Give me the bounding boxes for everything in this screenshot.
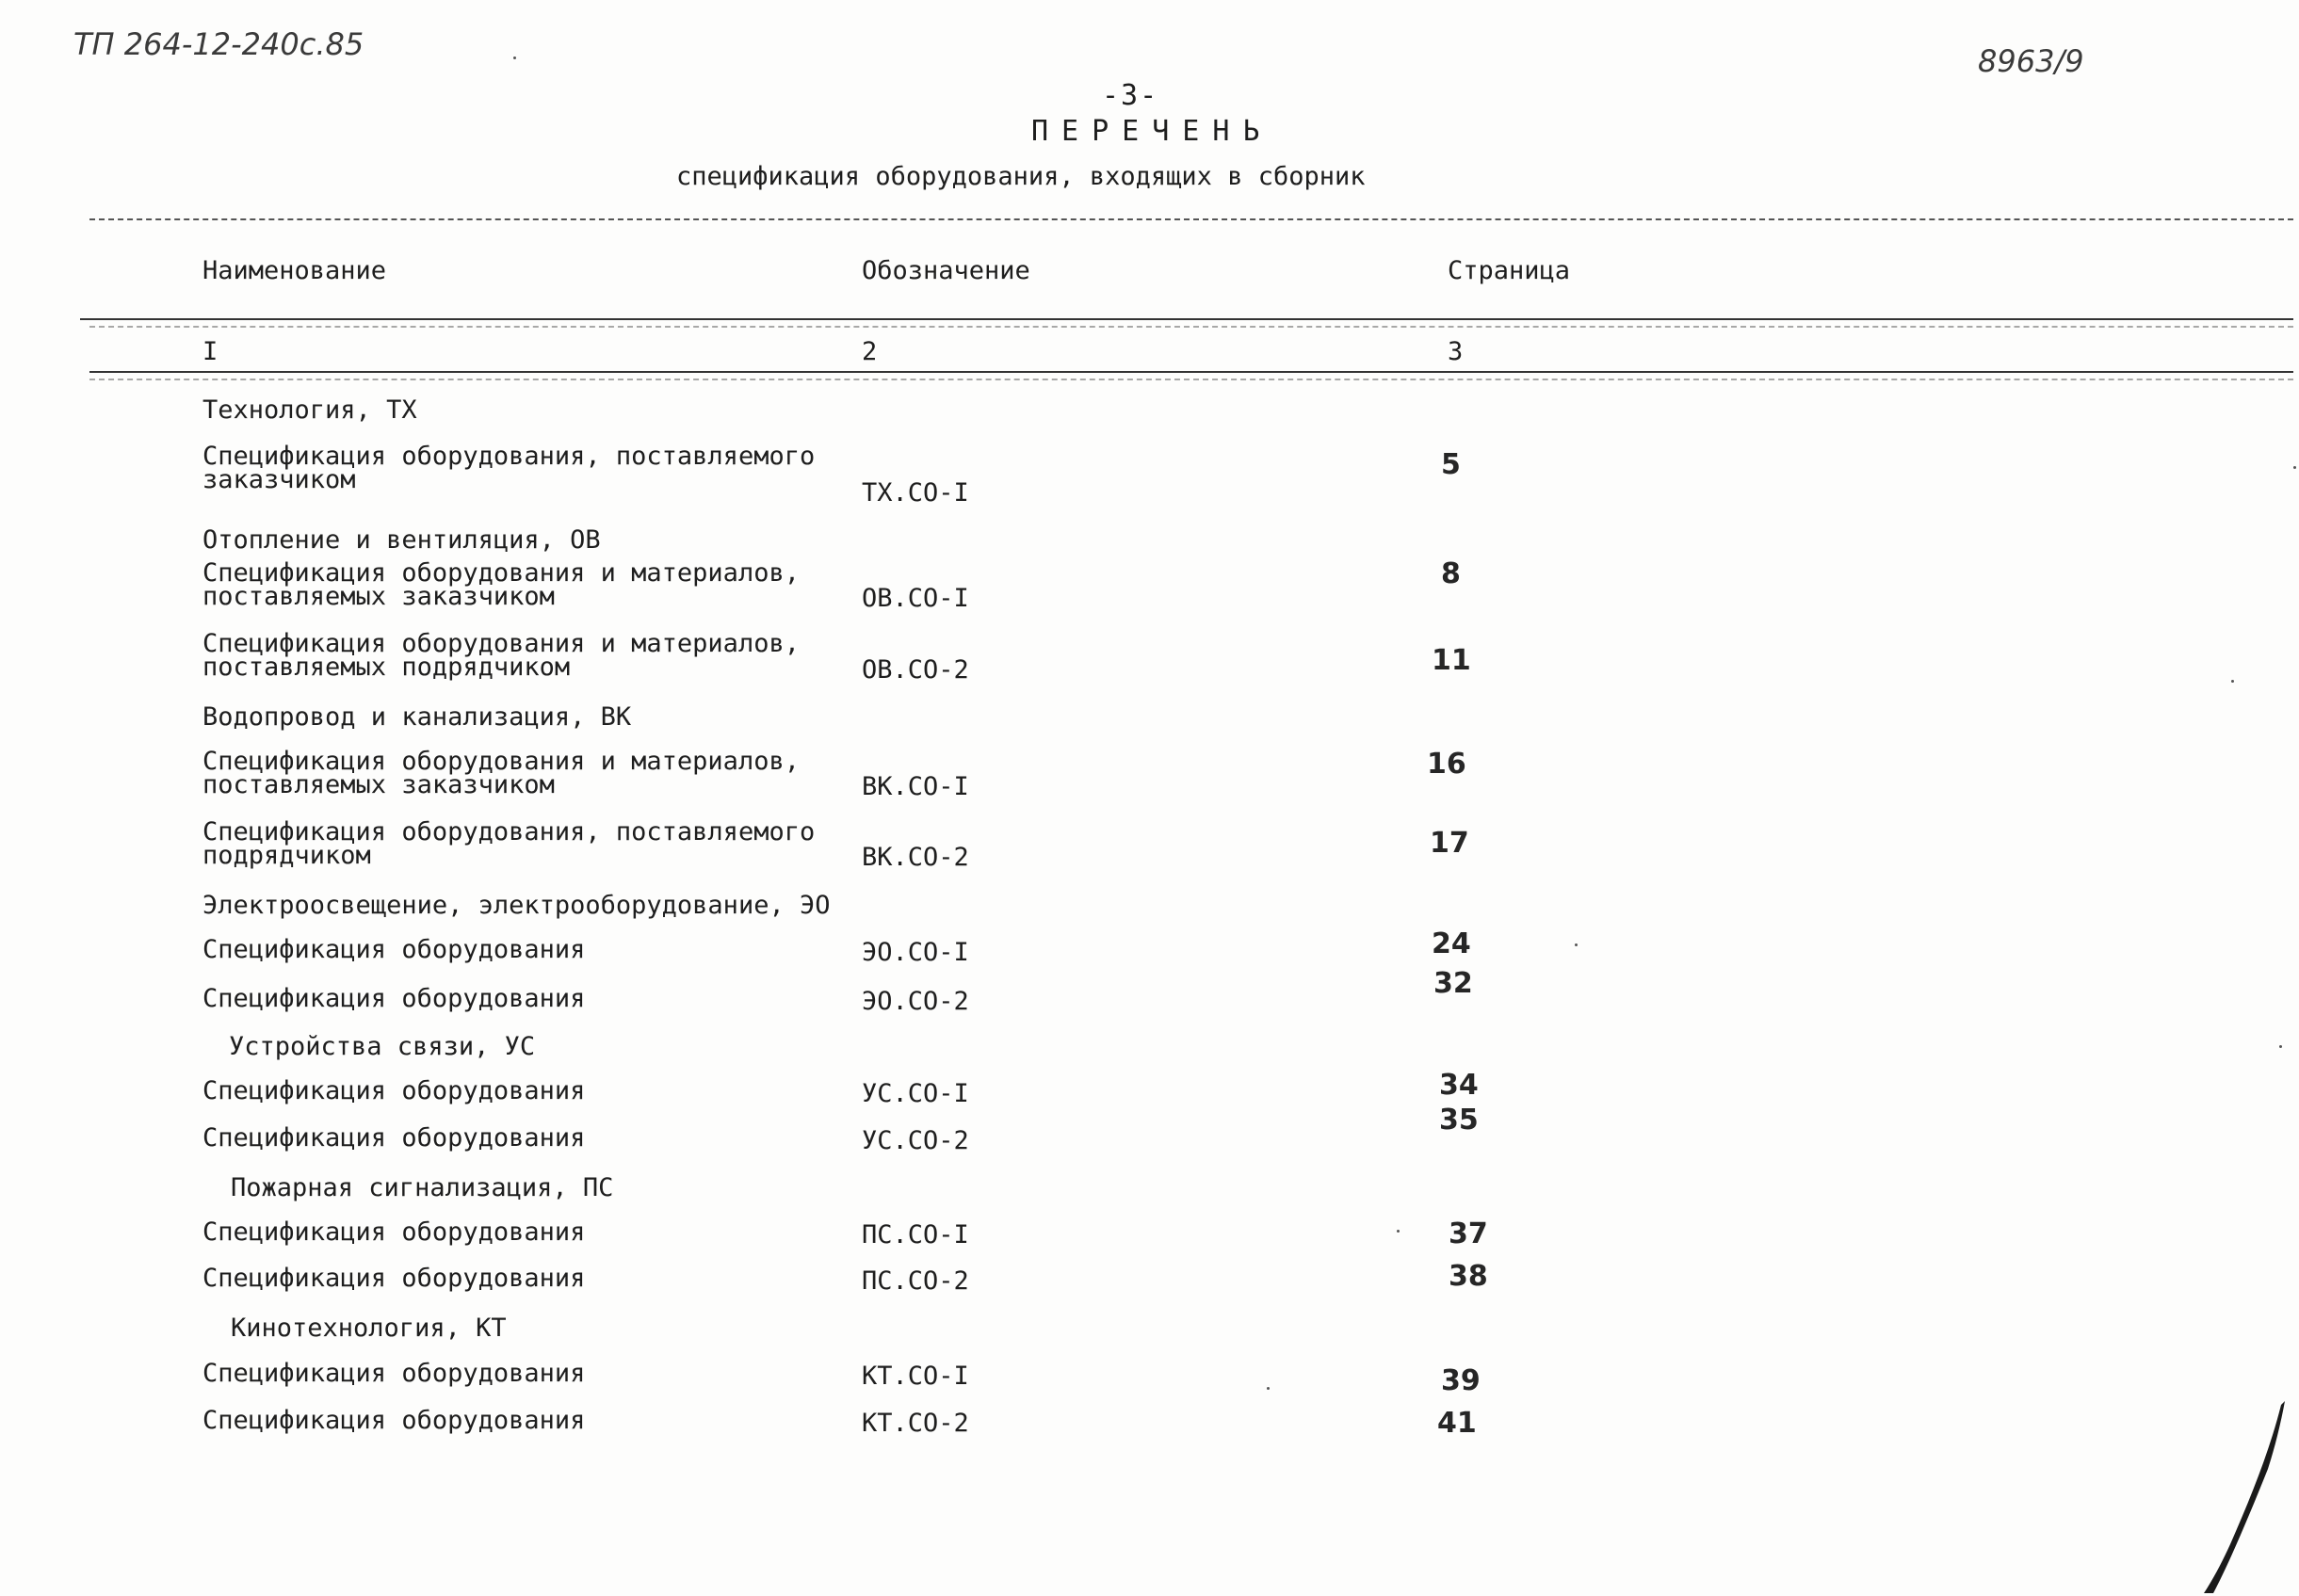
page-title: ПЕРЕЧЕНЬ xyxy=(1031,115,1273,148)
row-code: КТ.СО-I xyxy=(862,1362,969,1391)
row-code: ВК.СО-I xyxy=(862,772,969,801)
section-heading: Отопление и вентиляция, ОВ xyxy=(202,525,601,555)
row-name: Спецификация оборудования и материалов, поставляемых заказчиком xyxy=(202,558,800,611)
column-number-rule-shadow xyxy=(89,379,2293,380)
table-top-rule xyxy=(89,218,2293,220)
row-code: ОВ.СО-I xyxy=(862,584,969,613)
scan-speck xyxy=(2279,1045,2282,1048)
row-code: ЭО.СО-I xyxy=(862,938,969,967)
column-number-1: I xyxy=(202,337,219,366)
row-code: УС.СО-I xyxy=(862,1079,969,1108)
scan-speck xyxy=(1397,1230,1400,1233)
column-header-name: Наименование xyxy=(202,256,387,285)
header-bottom-rule xyxy=(80,318,2293,320)
section-heading: Электроосвещение, электрооборудование, ЭО xyxy=(202,891,831,920)
row-name: Спецификация оборудования и материалов, поставляемых подрядчиком xyxy=(202,629,800,682)
row-page: 38 xyxy=(1449,1260,1488,1293)
scan-speck xyxy=(513,56,516,59)
header-bottom-rule-shadow xyxy=(89,326,2293,328)
section-heading: Водопровод и канализация, ВК xyxy=(202,702,632,732)
column-number-3: 3 xyxy=(1448,337,1464,366)
row-name: Спецификация оборудования xyxy=(202,935,586,964)
doc-code: ТП 264-12-240с.85 xyxy=(73,26,364,62)
row-code: ОВ.СО-2 xyxy=(862,655,969,685)
row-page: 37 xyxy=(1449,1217,1488,1250)
row-page: 34 xyxy=(1439,1069,1479,1102)
row-name: Спецификация оборудования xyxy=(202,1217,586,1247)
row-code: ТХ.СО-I xyxy=(862,478,969,508)
row-code: ПС.СО-I xyxy=(862,1220,969,1249)
row-code: УС.СО-2 xyxy=(862,1126,969,1155)
page-number: -3- xyxy=(1102,79,1159,112)
scan-speck xyxy=(2231,680,2234,683)
row-code: КТ.СО-2 xyxy=(862,1409,969,1438)
row-name: Спецификация оборудования xyxy=(202,1359,586,1388)
row-name: Спецификация оборудования xyxy=(202,984,586,1013)
scan-speck xyxy=(2293,466,2296,469)
column-number-rule xyxy=(89,371,2293,373)
row-name: Спецификация оборудования xyxy=(202,1076,586,1105)
row-name: Спецификация оборудования xyxy=(202,1123,586,1153)
pen-stroke-mark xyxy=(2194,1394,2289,1596)
row-name: Спецификация оборудования, поставляемого подрядчиком xyxy=(202,817,816,870)
row-name: Спецификация оборудования xyxy=(202,1264,586,1293)
row-page: 16 xyxy=(1427,748,1466,781)
section-heading: Кинотехнология, КТ xyxy=(231,1314,507,1343)
row-code: ЭО.СО-2 xyxy=(862,987,969,1016)
row-page: 24 xyxy=(1432,927,1471,960)
scan-speck xyxy=(1267,1387,1270,1390)
row-page: 11 xyxy=(1432,644,1471,677)
row-name: Спецификация оборудования и материалов, поставляемых заказчиком xyxy=(202,747,800,799)
row-page: 5 xyxy=(1441,448,1461,481)
page-subtitle: спецификация оборудования, входящих в сборник xyxy=(676,162,1366,191)
column-number-2: 2 xyxy=(862,337,878,366)
scan-speck xyxy=(1575,943,1578,946)
archive-number: 8963/9 xyxy=(1978,43,2084,79)
section-heading: Устройства связи, УС xyxy=(229,1032,536,1061)
row-page: 35 xyxy=(1439,1104,1479,1137)
column-header-page: Страница xyxy=(1448,256,1571,285)
section-heading: Технология, ТХ xyxy=(202,395,417,425)
section-heading: Пожарная сигнализация, ПС xyxy=(231,1173,614,1202)
row-page: 17 xyxy=(1430,827,1469,860)
row-name: Спецификация оборудования xyxy=(202,1406,586,1435)
row-code: ПС.СО-2 xyxy=(862,1266,969,1296)
row-code: ВК.СО-2 xyxy=(862,843,969,872)
column-header-code: Обозначение xyxy=(862,256,1030,285)
row-page: 32 xyxy=(1433,967,1473,1000)
row-name: Спецификация оборудования, поставляемого заказчиком xyxy=(202,442,816,494)
row-page: 8 xyxy=(1441,557,1461,590)
row-page: 41 xyxy=(1437,1407,1477,1440)
row-page: 39 xyxy=(1441,1364,1481,1397)
